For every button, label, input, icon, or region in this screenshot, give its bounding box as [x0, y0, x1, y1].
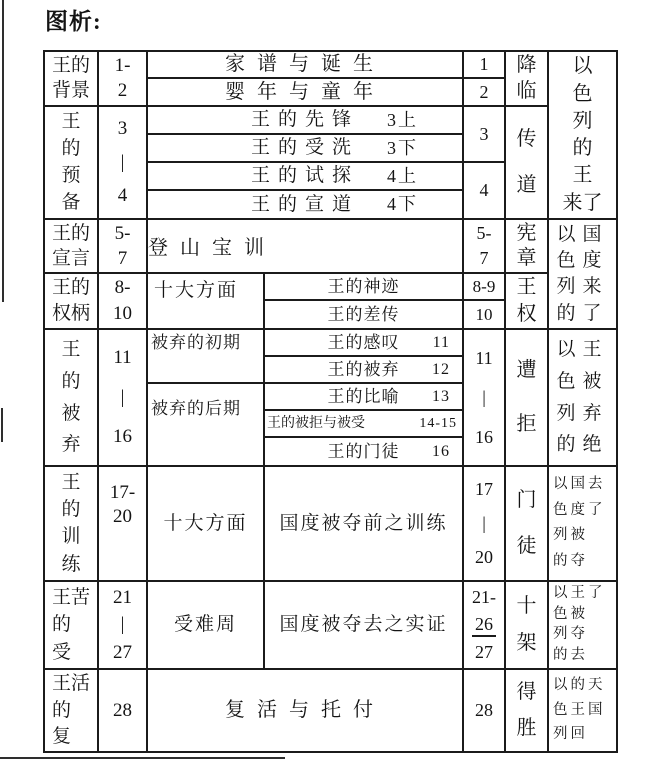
row-kings-rejection [45, 330, 549, 467]
chapter-range-cell: 3 | 4 [99, 107, 148, 218]
content-cell: 国度被夺去之实证 [265, 582, 464, 668]
content-item: 王的差传 [327, 304, 400, 324]
keyword-cell: 得 胜 [506, 670, 549, 751]
chapter-ref: 3上 [387, 109, 418, 130]
chapter-line: 2 [117, 80, 128, 102]
chapter-number: 2 [479, 81, 489, 102]
chapter-number: 1 [464, 52, 504, 79]
keyword-cell: 降 临 [506, 52, 549, 105]
scan-artifact-bottom-line [0, 757, 285, 759]
chapter-ref: 14-15 [419, 415, 457, 431]
keyword-cell: 王 权 [506, 274, 549, 328]
page-title: 图析: [45, 9, 102, 34]
chapter-number-cell [464, 107, 506, 218]
row-kings-background [45, 52, 549, 107]
theme-cell: 王苦 的 受 [45, 582, 99, 668]
summary-king-rejected: 以王 色被 列弃 的绝 [549, 330, 616, 467]
summary-israel-king-came: 以 色 列 的 王 来了 [549, 52, 616, 220]
row-kings-declaration [45, 220, 549, 274]
theme-cell [45, 52, 99, 105]
content-item: 王的感叹 11 [265, 330, 462, 357]
keyword-cell: 十 架 [506, 582, 549, 668]
content-cell [265, 330, 464, 465]
chapter-number: 4 [479, 180, 489, 201]
content-item: 家谱与诞生 [148, 52, 462, 79]
chapter-number-cell [464, 274, 506, 328]
content-item: 王的受洗 3下 [148, 135, 462, 163]
theme-cell: 王 的 预 备 [45, 107, 99, 218]
row-kings-authority [45, 274, 549, 330]
chapter-ref: 3下 [387, 137, 418, 158]
content-item: 王的被拒与被受 14-15 [265, 411, 462, 438]
outline-table [43, 50, 618, 753]
summary-kingdom-taken: 以国去 色度了 列被 的夺 [549, 467, 616, 582]
chapter-range-cell: 11 | 16 [99, 330, 148, 465]
chapter-number-cell: 11 | 16 [464, 330, 506, 465]
content-cell [148, 107, 464, 218]
content-item: 王的神迹 [265, 274, 462, 301]
aspect-cell: 十大方面 [148, 274, 265, 328]
theme-cell: 王活 的 复 [45, 670, 99, 751]
theme-cell: 王 的 训 练 [45, 467, 99, 580]
content-item: 王的比喻 13 [265, 384, 462, 411]
summary-king-returns-heaven: 以的天 色王国 列回 [553, 677, 606, 742]
phase-cell [148, 330, 265, 465]
content-cell: 登山宝训 [148, 220, 464, 272]
chapter-number-cell [464, 52, 506, 105]
keyword-cell: 遭 拒 [506, 330, 549, 465]
content-item: 王的被弃 12 [265, 357, 462, 384]
chapter-number-cell: 21- 26 27 [464, 582, 506, 668]
theme-cell: 王 的 被 弃 [45, 330, 99, 465]
chapter-ref: 4下 [387, 194, 418, 215]
row-kings-preparation [45, 107, 549, 220]
theme-line: 背景 [51, 80, 90, 102]
content-item: 王的宣道 4下 [250, 193, 418, 215]
chapter-ref: 4上 [387, 165, 418, 186]
theme-cell: 王的 权柄 [45, 274, 99, 328]
summary-kingdom-came: 以国 色度 列来 的了 [549, 220, 616, 330]
content-item: 王的先锋 3上 [148, 107, 462, 135]
chapter-number: 3 [464, 107, 504, 163]
scan-artifact-left-mark [1, 408, 3, 442]
chapter-line: 1- [114, 54, 131, 76]
content-cell: 复活与托付 [148, 670, 464, 751]
chapter-range-cell: 8- 10 [99, 274, 148, 328]
aspect-cell: 受难周 [148, 582, 265, 668]
keyword-cell: 传 道 [506, 107, 549, 218]
chapter-number: 10 [475, 304, 493, 324]
phase-late-label: 被弃的后期 [151, 399, 241, 418]
keyword-cell: 门 徒 [506, 467, 549, 580]
content-item: 王的门徒 16 [327, 441, 450, 461]
chapter-ref: 12 [432, 360, 450, 378]
chapter-number-cell: 17 | 20 [464, 467, 506, 580]
phase-early-label: 被弃的初期 [148, 330, 263, 384]
aspect-cell: 十大方面 [148, 467, 265, 580]
chapter-range-cell: 17- 20 [99, 467, 148, 580]
underlined-chapter: 26 [472, 613, 496, 638]
content-item: 婴年与童年 [225, 80, 385, 103]
chapter-ref: 13 [432, 387, 450, 405]
chapter-ref: 16 [432, 442, 450, 460]
row-kings-resurrection [45, 670, 549, 751]
content-cell [265, 274, 464, 328]
chapter-number-cell: 28 [464, 670, 506, 751]
chapter-ref: 11 [432, 333, 450, 351]
theme-cell: 王的 宣言 [45, 220, 99, 272]
chapter-range-cell [99, 52, 148, 105]
chapter-range-cell: 28 [99, 670, 148, 751]
chapter-range-cell: 21 | 27 [99, 582, 148, 668]
chapter-number: 8-9 [464, 274, 504, 301]
keyword-cell: 宪 章 [506, 220, 549, 272]
row-kings-suffering [45, 582, 549, 670]
chapter-number-cell: 5- 7 [464, 220, 506, 272]
content-cell [148, 52, 464, 105]
scan-artifact-left-line [2, 0, 4, 302]
row-kings-training [45, 467, 549, 582]
content-item: 王的试探 4上 [148, 163, 462, 191]
chapter-range-cell: 5- 7 [99, 220, 148, 272]
theme-line: 王的 [51, 54, 90, 76]
content-cell: 国度被夺前之训练 [265, 467, 464, 580]
summary-king-taken: 以王了 色被 列夺 的去 [549, 582, 616, 670]
